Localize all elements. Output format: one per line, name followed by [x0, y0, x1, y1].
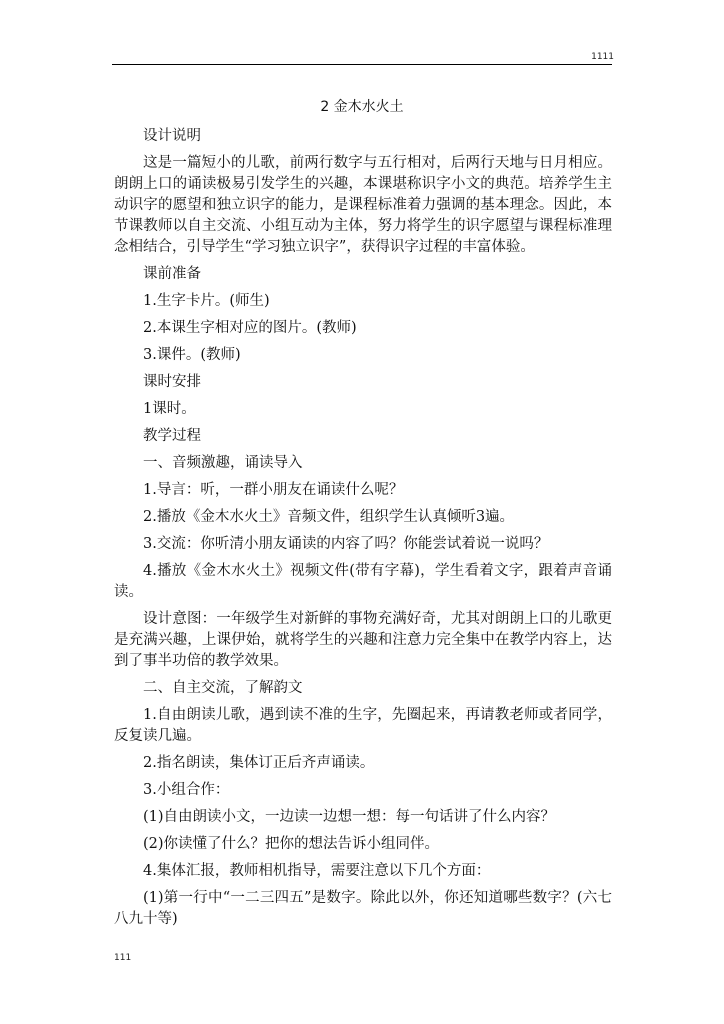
step-2-item-4-point-1: (1)第一行中“一二三四五”是数字。除此以外，你还知道哪些数字？(六七八九十等) — [114, 890, 612, 927]
paragraph-design-description: 这是一篇短小的儿歌，前两行数字与五行相对，后两行天地与日月相应。朗朗上口的诵读极易引发学生的兴趣，本课堪称识字小文的典范。培养学生主动识字的愿望和独立识字的能力，是课程标准着力强调的基本理念。因此，本节课教师以自主交流、小组互动为主体，努力将学生的识字愿望与课程标准理念相结合，引导学生“学习独立识字”，获得识字过程的丰富体验。 — [114, 155, 612, 255]
section-heading-schedule: 课时安排 — [143, 374, 201, 390]
step-1-item-1: 1.导言：听，一群小朋友在诵读什么呢？ — [143, 482, 404, 498]
step-2-item-4: 4.集体汇报，教师相机指导，需要注意以下几个方面： — [143, 863, 491, 879]
lesson-title: 2 金木水火土 — [320, 99, 404, 115]
document-body — [114, 126, 612, 930]
step-heading-2: 二、自主交流，了解韵文 — [143, 680, 303, 696]
step-2-item-3: 3.小组合作： — [143, 782, 230, 798]
schedule-text: 1课时。 — [143, 401, 196, 417]
header-page-number: 1111 — [591, 52, 614, 62]
step-2-subitem-1: (1)自由朗读小文，一边读一边想一想：每一句话讲了什么内容？ — [143, 809, 556, 825]
step-2-subitem-2: (2)你读懂了什么？把你的想法告诉小组同伴。 — [143, 836, 440, 852]
step-1-item-2: 2.播放《金木水火土》音频文件，组织学生认真倾听3遍。 — [143, 509, 515, 525]
step-1-item-3: 3.交流：你听清小朋友诵读的内容了吗？你能尝试着说一说吗？ — [143, 536, 549, 552]
footer-page-number: 111 — [114, 953, 132, 963]
step-1-item-4: 4.播放《金木水火土》视频文件(带有字幕)，学生看着文字，跟着声音诵读。 — [114, 563, 612, 600]
prep-item-3: 3.课件。(教师) — [143, 347, 241, 363]
step-2-item-1: 1.自由朗读儿歌，遇到读不准的生字，先圈起来，再请教老师或者同学，反复读几遍。 — [114, 707, 612, 744]
section-heading-process: 教学过程 — [143, 428, 201, 444]
design-intent-1: 设计意图：一年级学生对新鲜的事物充满好奇，尤其对朗朗上口的儿歌更是充满兴趣，上课伊始，就将学生的兴趣和注意力完全集中在教学内容上，达到了事半功倍的教学效果。 — [114, 611, 612, 669]
header-rule — [112, 64, 612, 65]
section-heading-design: 设计说明 — [143, 128, 201, 144]
step-2-item-2: 2.指名朗读，集体订正后齐声诵读。 — [143, 755, 375, 771]
prep-item-2: 2.本课生字相对应的图片。(教师) — [143, 320, 357, 336]
step-heading-1: 一、音频激趣，诵读导入 — [143, 455, 303, 471]
prep-item-1: 1.生字卡片。(师生) — [143, 293, 270, 309]
section-heading-preparation: 课前准备 — [143, 266, 201, 282]
